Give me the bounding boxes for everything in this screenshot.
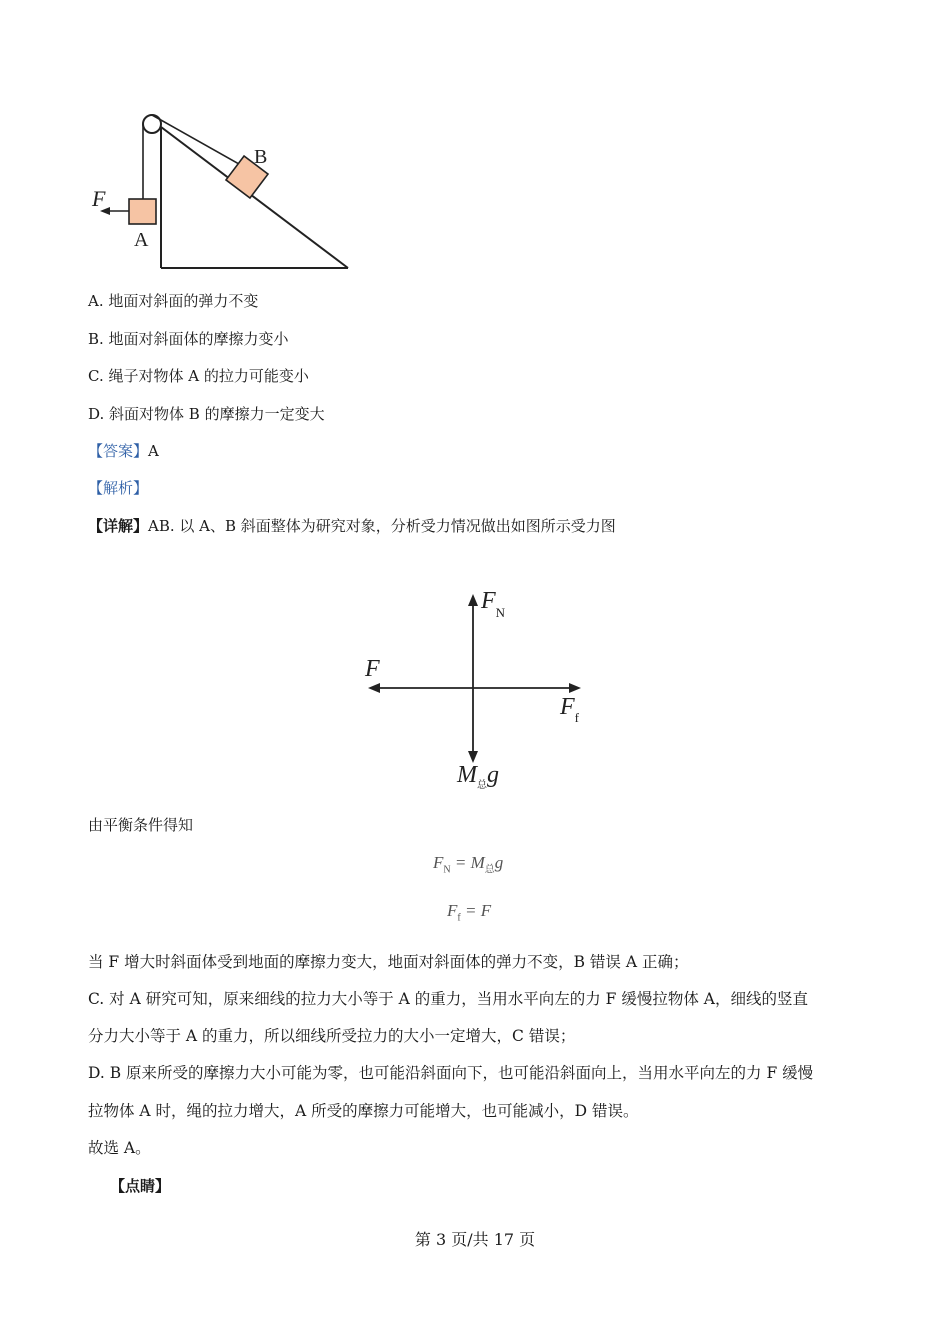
balance-text: 由平衡条件得知 bbox=[88, 816, 194, 834]
detail-tag: 【详解】 bbox=[88, 517, 149, 535]
label-ff: $F_f$ bbox=[560, 694, 580, 725]
label-f: F bbox=[92, 186, 106, 211]
label-fn: $F_N$ bbox=[481, 588, 506, 620]
label-a: A bbox=[134, 229, 149, 251]
equation-friction: $F_f = F$ bbox=[447, 901, 492, 924]
label-b: B bbox=[254, 146, 268, 168]
comment-tag: 【点睛】 bbox=[110, 1177, 171, 1195]
answer-tag: 【答案】 bbox=[88, 442, 149, 460]
answer-value: A bbox=[148, 442, 159, 460]
paragraph-c-line2: 分力大小等于 A 的重力，所以细线所受拉力的大小一定增大，C 错误； bbox=[88, 1027, 576, 1045]
label-f-left: F bbox=[365, 656, 380, 682]
paragraph-conclusion-ab: 当 F 增大时斜面体受到地面的摩擦力变大，地面对斜面体的弹力不变，B 错误 A 正确； bbox=[88, 953, 689, 971]
answer-line bbox=[88, 441, 159, 461]
label-mg: $M_总g$ bbox=[457, 762, 499, 791]
page-footer: 第 3 页/共 17 页 bbox=[414, 1230, 536, 1249]
paragraph-d-line2: 拉物体 A 时，绳的拉力增大，A 所受的摩擦力可能增大，也可能减小，D 错误。 bbox=[88, 1102, 639, 1120]
block-a bbox=[129, 199, 156, 224]
paragraph-d-line1: D. B 原来所受的摩擦力大小可能为零，也可能沿斜面向下，也可能沿斜面向上，当用水平向左的力 F 缓慢 bbox=[88, 1064, 814, 1082]
detail-line bbox=[88, 516, 616, 536]
option-d: D. 斜面对物体 B 的摩擦力一定变大 bbox=[88, 405, 325, 423]
force-diagram bbox=[355, 580, 600, 800]
paragraph-c-line1: C. 对 A 研究可知，原来细线的拉力大小等于 A 的重力，当用水平向左的力 F 缓慢拉物体 A，细线的竖直 bbox=[88, 990, 808, 1008]
analysis-tag: 【解析】 bbox=[88, 479, 149, 497]
equation-normal: $F_N = M_总g$ bbox=[433, 853, 504, 876]
normal-force-arrowhead bbox=[468, 594, 478, 606]
friction-arrowhead bbox=[569, 683, 581, 693]
option-a: A. 地面对斜面的弹力不变 bbox=[88, 292, 259, 310]
option-b: B. 地面对斜面体的摩擦力变小 bbox=[88, 330, 289, 348]
force-f-left-arrowhead bbox=[368, 683, 380, 693]
option-c: C. 绳子对物体 A 的拉力可能变小 bbox=[88, 367, 309, 385]
paragraph-final-choice: 故选 A。 bbox=[88, 1139, 151, 1157]
detail-text: AB. 以 A、B 斜面整体为研究对象，分析受力情况做出如图所示受力图 bbox=[148, 517, 616, 535]
incline-pulley-diagram bbox=[80, 105, 370, 280]
